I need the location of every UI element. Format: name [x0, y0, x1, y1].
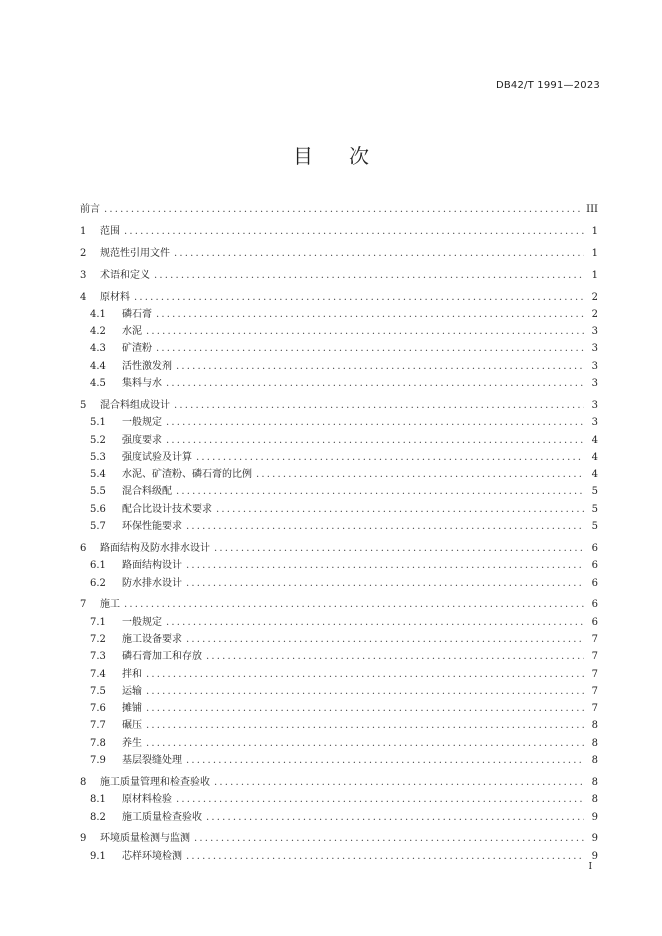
toc-leader-dots: [166, 417, 584, 428]
toc-entry[interactable]: [80, 790, 598, 807]
toc-entry-label: 术语和定义: [100, 269, 150, 281]
toc-entry-label: 原材料检验: [122, 794, 172, 806]
toc-entry-page: 1: [591, 247, 598, 259]
toc-entry-number: 5.2: [90, 434, 106, 446]
toc-entry-page: 8: [591, 794, 598, 806]
toc-entry-number: 7.5: [90, 685, 106, 697]
toc-entry[interactable]: [80, 647, 598, 664]
toc-leader-dots: [174, 400, 584, 411]
toc-leader-dots: [124, 226, 584, 237]
toc-entry-label: 路面结构设计: [122, 560, 182, 572]
toc-entry-number: 5: [80, 399, 87, 411]
toc-entry-page: 3: [591, 399, 598, 411]
toc-leader-dots: [166, 617, 584, 628]
toc-leader-dots: [176, 361, 584, 372]
toc-entry-number: 7: [80, 599, 87, 611]
toc-entry-number: 8.2: [90, 811, 106, 823]
toc-entry-page: 6: [591, 616, 598, 628]
toc-entry-number: 2: [80, 247, 87, 259]
toc-entry[interactable]: [80, 665, 598, 682]
toc-leader-dots: [174, 248, 584, 259]
toc-entry-number: 6.2: [90, 577, 106, 589]
toc-entry[interactable]: [80, 630, 598, 647]
toc-entry-label: 拌和: [122, 668, 142, 680]
toc-entry-label: 强度试验及计算: [122, 451, 192, 463]
toc-leader-dots: [166, 378, 584, 389]
toc-entry-number: 7.8: [90, 737, 106, 749]
toc-entry[interactable]: [80, 482, 598, 499]
toc-leader-dots: [176, 794, 584, 805]
toc-entry-label: 一般规定: [122, 417, 162, 429]
toc-leader-dots: [154, 270, 584, 281]
toc-entry[interactable]: [80, 322, 598, 339]
toc-entry-number: 4.4: [90, 360, 106, 372]
toc-leader-dots: [186, 851, 584, 862]
toc-entry-page: 7: [591, 703, 598, 715]
toc-leader-dots: [146, 703, 584, 714]
toc-leader-dots: [176, 486, 584, 497]
toc-entry-page: 5: [591, 521, 598, 533]
toc-entry-label: 集料与水: [122, 378, 162, 390]
toc-entry-label: 前言: [80, 204, 100, 215]
toc-entry-label: 运输: [122, 685, 142, 697]
toc-entry-number: 7.6: [90, 703, 106, 715]
toc-entry-number: 5.3: [90, 451, 106, 463]
toc-leader-dots: [206, 651, 584, 662]
toc-entry-number: 4: [80, 291, 87, 303]
toc-entry-label: 路面结构及防水排水设计: [100, 542, 210, 554]
toc-leader-dots: [186, 634, 584, 645]
toc-entry-label: 混合料组成设计: [100, 399, 170, 411]
toc-entry[interactable]: [80, 266, 598, 283]
toc-entry[interactable]: [80, 751, 598, 768]
document-code: DB42/T 1991—2023: [495, 80, 600, 91]
toc-entry-number: 4.1: [90, 308, 106, 320]
toc-entry[interactable]: [80, 517, 598, 534]
toc-entry-page: 3: [591, 378, 598, 390]
toc-entry-page: 6: [591, 599, 598, 611]
toc-entry-label: 磷石膏: [122, 308, 152, 320]
toc-entry-label: 水泥: [122, 326, 142, 338]
toc-entry-page: 7: [591, 668, 598, 680]
toc-entry-label: 摊铺: [122, 703, 142, 715]
toc-entry-page: III: [586, 204, 598, 215]
toc-entry-page: 3: [591, 343, 598, 355]
toc-entry-label: 原材料: [100, 291, 130, 303]
toc-entry-label: 强度要求: [122, 434, 162, 446]
toc-entry-number: 6: [80, 542, 87, 554]
toc-entry[interactable]: [80, 222, 598, 239]
toc-entry-label: 养生: [122, 737, 142, 749]
toc-entry-label: 磷石膏加工和存放: [122, 651, 202, 663]
toc-leader-dots: [156, 343, 584, 354]
toc-entry-page: 5: [591, 503, 598, 515]
toc-entry[interactable]: [80, 847, 598, 864]
toc-entry-number: 1: [80, 225, 87, 237]
toc-entry[interactable]: [80, 734, 598, 751]
toc-entry-number: 7.3: [90, 651, 106, 663]
toc-leader-dots: [146, 686, 584, 697]
toc-entry-number: 7.9: [90, 755, 106, 767]
toc-entry-page: 4: [591, 469, 598, 481]
toc-entry-page: 8: [591, 755, 598, 767]
toc-entry-page: 1: [591, 225, 598, 237]
toc-entry-label: 施工设备要求: [122, 633, 182, 645]
toc-entry-page: 2: [591, 308, 598, 320]
toc-leader-dots: [134, 292, 584, 303]
toc-entry-number: 5.4: [90, 469, 106, 481]
toc-leader-dots: [206, 812, 584, 823]
toc-entry-number: 5.7: [90, 521, 106, 533]
toc-leader-dots: [186, 578, 584, 589]
toc-entry-label: 碾压: [122, 720, 142, 732]
toc-leader-dots: [104, 204, 582, 215]
toc-entry-label: 矿渣粉: [122, 343, 152, 355]
page-title: [0, 140, 662, 169]
toc-entry-number: 6.1: [90, 560, 106, 572]
toc-entry-page: 3: [591, 417, 598, 429]
toc-entry[interactable]: [80, 829, 598, 846]
toc-entry-page: 2: [591, 291, 598, 303]
toc-entry-page: 8: [591, 737, 598, 749]
toc-entry-page: 7: [591, 685, 598, 697]
toc-leader-dots: [166, 435, 584, 446]
toc-entry-number: 7.1: [90, 616, 106, 628]
toc-entry-number: 9: [80, 833, 87, 845]
toc-entry-page: 4: [591, 434, 598, 446]
toc-entry-number: 3: [80, 269, 87, 281]
toc-entry-label: 混合料级配: [122, 486, 172, 498]
toc-entry-label: 水泥、矿渣粉、磷石膏的比例: [122, 469, 252, 481]
toc-entry[interactable]: [80, 288, 598, 305]
toc-leader-dots: [146, 669, 584, 680]
toc-entry-page: 6: [591, 560, 598, 572]
toc-entry-number: 5.6: [90, 503, 106, 515]
toc-entry-number: 7.4: [90, 668, 106, 680]
toc-entry[interactable]: [80, 500, 598, 517]
toc-entry-page: 6: [591, 542, 598, 554]
page-number: I: [588, 862, 592, 872]
toc-leader-dots: [214, 543, 584, 554]
toc-entry-label: 环保性能要求: [122, 521, 182, 533]
toc-leader-dots: [186, 755, 584, 766]
table-of-contents: [80, 200, 598, 864]
toc-entry[interactable]: [80, 699, 598, 716]
toc-entry-number: 9.1: [90, 850, 106, 862]
toc-entry[interactable]: [80, 339, 598, 356]
toc-entry-page: 8: [591, 776, 598, 788]
toc-entry-page: 3: [591, 326, 598, 338]
toc-leader-dots: [256, 469, 584, 480]
toc-entry-label: 一般规定: [122, 616, 162, 628]
toc-entry[interactable]: [80, 465, 598, 482]
toc-entry-number: 4.2: [90, 326, 106, 338]
toc-leader-dots: [146, 738, 584, 749]
toc-leader-dots: [124, 599, 584, 610]
toc-entry-page: 1: [591, 269, 598, 281]
toc-leader-dots: [156, 309, 584, 320]
toc-leader-dots: [186, 521, 584, 532]
toc-entry[interactable]: [80, 200, 598, 217]
toc-entry-page: 7: [591, 651, 598, 663]
toc-entry-page: 7: [591, 633, 598, 645]
toc-entry-number: 4.3: [90, 343, 106, 355]
toc-entry-page: 6: [591, 577, 598, 589]
toc-entry[interactable]: [80, 773, 598, 790]
toc-entry-number: 8: [80, 776, 87, 788]
toc-leader-dots: [196, 452, 584, 463]
toc-entry-page: 9: [591, 833, 598, 845]
toc-entry[interactable]: [80, 448, 598, 465]
toc-entry-number: 5.5: [90, 486, 106, 498]
toc-leader-dots: [214, 777, 584, 788]
toc-entry[interactable]: [80, 539, 598, 556]
toc-leader-dots: [146, 720, 584, 731]
toc-leader-dots: [186, 560, 584, 571]
toc-entry[interactable]: [80, 613, 598, 630]
toc-entry-page: 5: [591, 486, 598, 498]
toc-leader-dots: [216, 504, 584, 515]
toc-entry-label: 施工质量检查验收: [122, 811, 202, 823]
toc-entry[interactable]: [80, 374, 598, 391]
toc-entry-label: 施工质量管理和检查验收: [100, 776, 210, 788]
toc-entry[interactable]: [80, 595, 598, 612]
toc-entry-label: 配合比设计技术要求: [122, 503, 212, 515]
toc-entry[interactable]: [80, 716, 598, 733]
toc-entry-label: 活性激发剂: [122, 360, 172, 372]
toc-entry[interactable]: [80, 244, 598, 261]
toc-entry-label: 环境质量检测与监测: [100, 833, 190, 845]
toc-entry[interactable]: [80, 357, 598, 374]
toc-entry[interactable]: [80, 556, 598, 573]
toc-entry-label: 防水排水设计: [122, 577, 182, 589]
toc-entry[interactable]: [80, 682, 598, 699]
toc-entry-page: 3: [591, 360, 598, 372]
toc-entry-page: 9: [591, 811, 598, 823]
toc-entry-number: 7.7: [90, 720, 106, 732]
toc-entry-page: 4: [591, 451, 598, 463]
toc-entry[interactable]: [80, 413, 598, 430]
toc-leader-dots: [194, 833, 584, 844]
toc-entry[interactable]: [80, 431, 598, 448]
toc-entry-label: 施工: [100, 599, 120, 611]
toc-leader-dots: [146, 326, 584, 337]
title-char-2: 次: [349, 144, 369, 168]
toc-entry-page: 9: [591, 850, 598, 862]
toc-entry[interactable]: [80, 396, 598, 413]
toc-entry[interactable]: [80, 574, 598, 591]
toc-entry-number: 5.1: [90, 417, 106, 429]
toc-entry-label: 芯样环境检测: [122, 850, 182, 862]
toc-entry-number: 7.2: [90, 633, 106, 645]
toc-entry-page: 8: [591, 720, 598, 732]
toc-entry-label: 规范性引用文件: [100, 247, 170, 259]
toc-entry-number: 8.1: [90, 794, 106, 806]
toc-entry-number: 4.5: [90, 378, 106, 390]
toc-entry[interactable]: [80, 808, 598, 825]
toc-entry-label: 范围: [100, 225, 120, 237]
toc-entry[interactable]: [80, 305, 598, 322]
title-char-1: 目: [293, 144, 313, 168]
toc-entry-label: 基层裂缝处理: [122, 755, 182, 767]
